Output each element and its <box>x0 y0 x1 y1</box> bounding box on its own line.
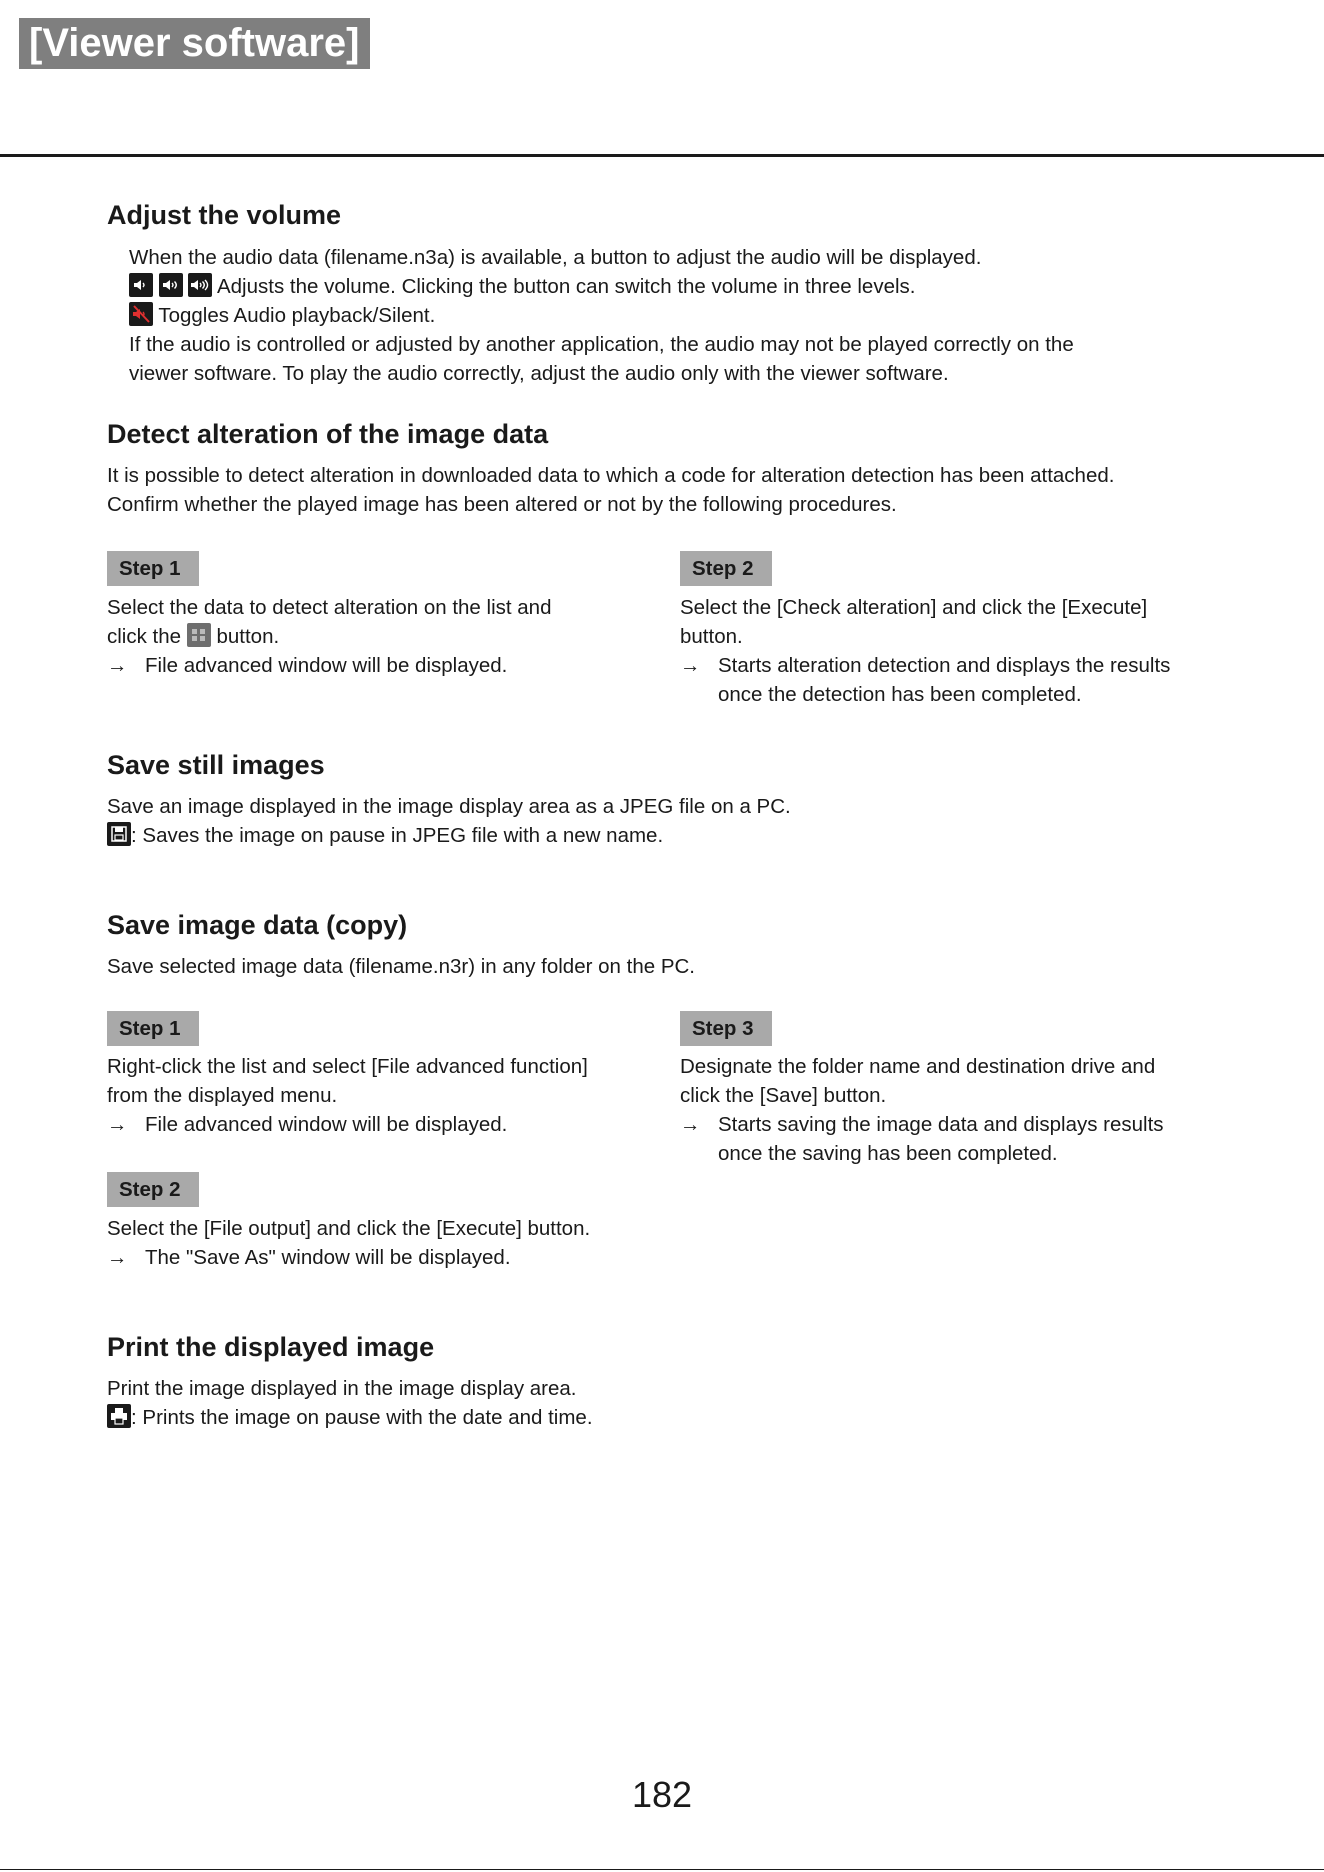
arrow-icon: → <box>107 654 128 677</box>
volume-note-line-2: viewer software. To play the audio correctly, adjust the audio only with the viewer software. <box>129 362 949 385</box>
alteration-heading: Detect alteration of the image data <box>107 419 549 449</box>
page-number: 182 <box>631 1774 693 1815</box>
volume-low-icon <box>129 273 153 297</box>
still-intro: Save an image displayed in the image display area as a JPEG file on a PC. <box>107 795 791 818</box>
alteration-step1-text-a: click the <box>107 625 182 648</box>
arrow-icon: → <box>107 1246 128 1269</box>
alteration-step2-badge: Step 2 <box>680 551 772 586</box>
copy-step2-badge: Step 2 <box>107 1172 199 1207</box>
volume-mid-icon <box>159 273 183 297</box>
copy-step2-result <box>107 1243 511 1272</box>
alteration-step2-result-text-1: Starts alteration detection and displays the results <box>718 654 1171 677</box>
copy-step2-line-1: Select the [File output] and click the [Execute] button. <box>107 1217 591 1240</box>
arrow-icon: → <box>107 1113 128 1136</box>
alteration-intro-1: It is possible to detect alteration in downloaded data to which a code for alteration detection has been attached. <box>107 464 1115 487</box>
alteration-step1-text-b: button. <box>216 625 280 648</box>
print-heading: Print the displayed image <box>107 1332 435 1362</box>
volume-high-icon <box>188 273 212 297</box>
still-heading: Save still images <box>107 750 325 780</box>
print-line <box>107 1403 593 1432</box>
volume-buttons-desc: Adjusts the volume. Clicking the button can switch the volume in three levels. <box>216 275 916 298</box>
copy-step3-result-text-1: Starts saving the image data and displays results <box>718 1113 1164 1136</box>
volume-heading: Adjust the volume <box>107 200 342 230</box>
copy-step1-line-1: Right-click the list and select [File advanced function] <box>107 1055 588 1078</box>
volume-note-line-1: If the audio is controlled or adjusted by another application, the audio may not be played correctly on the <box>129 333 1074 356</box>
alteration-step1-line-2 <box>107 622 279 651</box>
copy-step3-line-1: Designate the folder name and destination drive and <box>680 1055 1156 1078</box>
alteration-step1-line-1: Select the data to detect alteration on the list and <box>107 596 552 619</box>
copy-heading: Save image data (copy) <box>107 910 408 940</box>
printer-icon <box>107 1404 131 1428</box>
alteration-step2-line-1: Select the [Check alteration] and click the [Execute] <box>680 596 1148 619</box>
mute-icon <box>129 302 153 326</box>
alteration-step2-line-2: button. <box>680 625 743 648</box>
alteration-intro-2: Confirm whether the played image has been altered or not by the following procedures. <box>107 493 897 516</box>
volume-intro: When the audio data (filename.n3a) is available, a button to adjust the audio will be displayed. <box>129 246 982 269</box>
alteration-step1-badge: Step 1 <box>107 551 199 586</box>
file-advanced-icon <box>187 623 211 647</box>
footer-rule <box>0 1869 1324 1870</box>
copy-step3-badge: Step 3 <box>680 1011 772 1046</box>
copy-step1-result-text: File advanced window will be displayed. <box>145 1113 508 1136</box>
alteration-step2-result <box>680 651 1170 680</box>
copy-step2-result-text: The "Save As" window will be displayed. <box>145 1246 511 1269</box>
volume-buttons-line <box>129 272 915 301</box>
save-icon <box>107 822 131 846</box>
arrow-icon: → <box>680 1113 701 1136</box>
mute-line <box>129 301 435 330</box>
alteration-step1-result <box>107 651 507 680</box>
alteration-step2-result-text-2: once the detection has been completed. <box>718 683 1082 706</box>
copy-step3-result <box>680 1110 1164 1139</box>
still-save-desc: : Saves the image on pause in JPEG file with a new name. <box>131 824 664 847</box>
copy-step1-line-2: from the displayed menu. <box>107 1084 338 1107</box>
section-tag: [Viewer software] <box>19 18 370 69</box>
copy-step3-line-2: click the [Save] button. <box>680 1084 887 1107</box>
copy-step1-badge: Step 1 <box>107 1011 199 1046</box>
alteration-step1-result-text: File advanced window will be displayed. <box>145 654 508 677</box>
print-intro: Print the image displayed in the image display area. <box>107 1377 577 1400</box>
copy-step1-result <box>107 1110 507 1139</box>
header-rule <box>0 154 1324 157</box>
still-save-line <box>107 821 663 850</box>
print-desc: : Prints the image on pause with the date and time. <box>131 1406 593 1429</box>
arrow-icon: → <box>680 654 701 677</box>
mute-desc: Toggles Audio playback/Silent. <box>158 304 436 327</box>
copy-intro: Save selected image data (filename.n3r) in any folder on the PC. <box>107 955 695 978</box>
copy-step3-result-text-2: once the saving has been completed. <box>718 1142 1058 1165</box>
